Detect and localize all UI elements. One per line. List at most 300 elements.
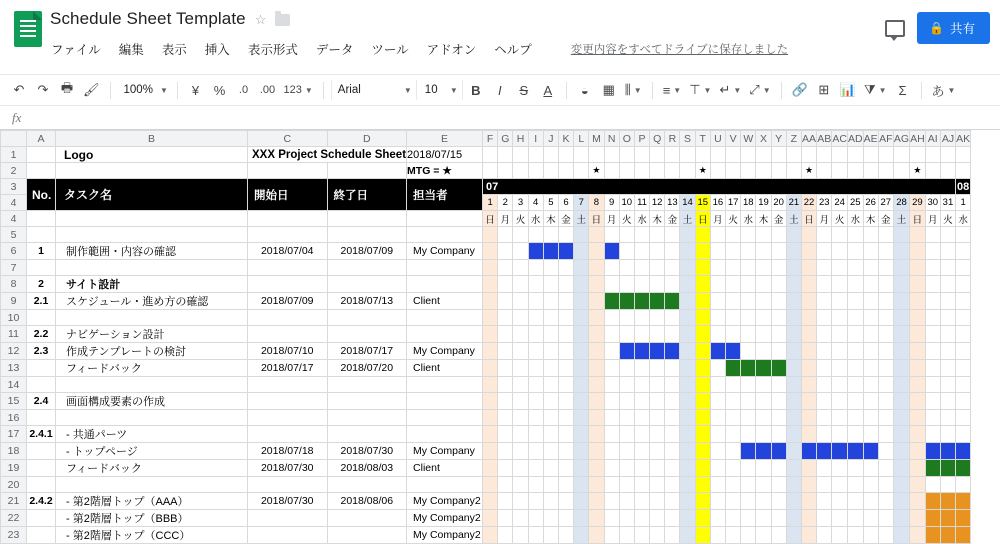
column-header-G[interactable]: G [498,131,513,147]
cell-day-7-14[interactable] [695,260,710,276]
cell-day-23-25[interactable] [863,527,878,544]
cell-day-11-24[interactable] [847,326,863,343]
gantt-bar-cell-21-31[interactable] [956,493,971,510]
table-row[interactable] [1,377,971,393]
cell-day-5-14[interactable] [695,227,710,243]
cell-end-10[interactable] [327,310,407,326]
cell-mtg-1[interactable] [498,163,513,179]
cell-day-22-13[interactable] [680,510,695,527]
cell-day-18-16[interactable] [726,443,741,460]
cell-day-13-27[interactable] [893,360,909,377]
cell-day-15-11[interactable] [650,393,665,410]
cell-day-16-7[interactable] [589,410,604,426]
cell-day-6-29[interactable] [925,243,940,260]
cell-day-17-22[interactable] [817,426,832,443]
cell-day-6-24[interactable] [847,243,863,260]
cell-weekday-23[interactable]: 火 [832,211,848,227]
cell-B4[interactable] [56,211,248,227]
cell-day-6-23[interactable] [832,243,848,260]
cell-day-17-24[interactable] [847,426,863,443]
merge-cells-icon[interactable]: ⫼ ▼ [624,82,642,97]
cell-day-12-13[interactable] [680,343,695,360]
cell-day-16-31[interactable] [956,410,971,426]
cell-day-22-1[interactable] [498,510,513,527]
cell-day-10-20[interactable] [786,310,801,326]
cell-end-13[interactable]: 2018/07/20 [327,360,407,377]
cell-task-7[interactable] [56,260,248,276]
cell-day-9[interactable]: 9 [604,195,619,211]
cell-day-19-19[interactable] [771,460,786,477]
column-header-V[interactable]: V [726,131,741,147]
cell-day-15-30[interactable] [940,393,955,410]
cell-col-task[interactable]: タスク名 [56,179,248,211]
gantt-bar-cell-18-23[interactable] [832,443,848,460]
cell-day-17-18[interactable] [756,426,771,443]
gantt-bar-cell-18-22[interactable] [817,443,832,460]
cell-day-9-25[interactable] [863,293,878,310]
gantt-bar-cell-6-3[interactable] [528,243,543,260]
cell-day-6-27[interactable] [893,243,909,260]
cell-day-9-29[interactable] [925,293,940,310]
cell-day-17-14[interactable] [695,426,710,443]
cell-day-5-13[interactable] [680,227,695,243]
cell-day-19-27[interactable] [893,460,909,477]
cell-day-15-12[interactable] [665,393,680,410]
cell-mtg-31[interactable] [956,163,971,179]
cell-task-10[interactable] [56,310,248,326]
cell-start-8[interactable] [248,276,328,293]
cell-day-17-26[interactable] [878,426,893,443]
cell-day-14-22[interactable] [817,377,832,393]
cell-day-11-29[interactable] [925,326,940,343]
cell-day-20-11[interactable] [650,477,665,493]
paint-format-icon[interactable]: 🖌 [83,82,100,97]
cell-day-10-30[interactable] [940,310,955,326]
cell-day-7-21[interactable] [801,260,816,276]
cell-day-16-19[interactable] [771,410,786,426]
cell-day-6-15[interactable] [710,243,725,260]
cell-day-5-31[interactable] [956,227,971,243]
cell-day-19-5[interactable] [558,460,573,477]
cell-day-17-3[interactable] [528,426,543,443]
cell-day-15-2[interactable] [513,393,528,410]
horizontal-align-icon[interactable]: ≡ ▼ [662,82,682,98]
cell-mtg-18[interactable] [756,163,771,179]
gantt-bar-cell-18-25[interactable] [863,443,878,460]
cell-top-28[interactable] [910,147,926,163]
cell-day-10-3[interactable] [528,310,543,326]
cell-day-18-8[interactable] [604,443,619,460]
cell-mtg-9[interactable] [619,163,634,179]
cell-day-11-27[interactable] [893,326,909,343]
cell-day-11[interactable]: 11 [634,195,649,211]
cell-day-21-12[interactable] [665,493,680,510]
cell-day-21-2[interactable] [513,493,528,510]
cell-col-end[interactable]: 終了日 [327,179,407,211]
row-header-4[interactable]: 4 [1,211,27,227]
cell-day-9-19[interactable] [771,293,786,310]
gantt-bar-cell-23-30[interactable] [940,527,955,544]
cell-day-9-22[interactable] [817,293,832,310]
cell-day-10-10[interactable] [634,310,649,326]
gantt-bar-cell-13-18[interactable] [756,360,771,377]
cell-start-17[interactable] [248,426,328,443]
cell-day-22-21[interactable] [801,510,816,527]
cell-day-11-23[interactable] [832,326,848,343]
cell-top-27[interactable] [893,147,909,163]
column-header-AD[interactable]: AD [847,132,863,145]
cell-top-31[interactable] [956,147,971,163]
cell-day-13-10[interactable] [634,360,649,377]
cell-day-8-17[interactable] [741,276,756,293]
cell-day-20-18[interactable] [756,477,771,493]
cell-C4[interactable] [248,211,328,227]
table-row[interactable] [1,393,971,410]
cell-day-10-8[interactable] [604,310,619,326]
cell-day-9-3[interactable] [528,293,543,310]
cell-day-8-3[interactable] [528,276,543,293]
cell-sheet-title[interactable]: XXX Project Schedule Sheet [248,147,407,163]
cell-day-20-3[interactable] [528,477,543,493]
cell-day-16[interactable]: 16 [710,195,725,211]
cell-day-8-23[interactable] [832,276,848,293]
cell-day-20-31[interactable] [956,477,971,493]
cell-day-15-15[interactable] [710,393,725,410]
cell-owner-16[interactable] [407,410,483,426]
cell-weekday-6[interactable]: 土 [574,211,589,227]
cell-weekday-0[interactable]: 日 [483,211,498,227]
cell-day-22-18[interactable] [756,510,771,527]
cell-day-10-23[interactable] [832,310,848,326]
cell-mtg-3[interactable] [528,163,543,179]
cell-day-9-28[interactable] [910,293,926,310]
column-header-Y[interactable]: Y [771,131,786,147]
cell-day-10-12[interactable] [665,310,680,326]
cell-day-19-14[interactable] [695,460,710,477]
cell-day-6-12[interactable] [665,243,680,260]
cell-day-5-12[interactable] [665,227,680,243]
cell-day-5-22[interactable] [817,227,832,243]
cell-day-8-4[interactable] [543,276,558,293]
cell-day-14-30[interactable] [940,377,955,393]
cell-A2[interactable] [27,163,56,179]
cell-day-15-18[interactable] [756,393,771,410]
cell-day-5-28[interactable] [910,227,926,243]
cell-owner-19[interactable]: Client [407,460,483,477]
cell-day-23-23[interactable] [832,527,848,544]
strikethrough-button[interactable]: S [519,82,529,98]
table-row[interactable] [1,147,971,163]
cell-day-14-5[interactable] [558,377,573,393]
gantt-bar-cell-18-30[interactable] [940,443,955,460]
cell-day-19-9[interactable] [619,460,634,477]
cell-weekday-30[interactable]: 火 [940,211,955,227]
gantt-bar-cell-22-29[interactable] [925,510,940,527]
cell-day-2[interactable]: 2 [498,195,513,211]
cell-day-10-21[interactable] [801,310,816,326]
cell-mtg-10[interactable] [634,163,649,179]
text-rotation-icon[interactable]: ⤢ ▼ [749,82,771,97]
cell-end-11[interactable] [327,326,407,343]
column-header-AF[interactable]: AF [879,132,893,145]
gantt-bar-cell-9-10[interactable] [634,293,649,310]
row-header-8[interactable]: 8 [1,276,27,293]
cell-day-16-1[interactable] [498,410,513,426]
cell-day-6-31[interactable] [956,243,971,260]
italic-button[interactable]: I [497,82,502,98]
cell-day-11-14[interactable] [695,326,710,343]
cell-day-22-7[interactable] [589,510,604,527]
cell-day-21-13[interactable] [680,493,695,510]
cell-mtg-30[interactable] [940,163,955,179]
table-row[interactable] [1,211,971,227]
table-row[interactable] [1,493,971,510]
cell-no-5[interactable] [27,227,56,243]
cell-day-10-7[interactable] [589,310,604,326]
cell-top-30[interactable] [940,147,955,163]
cell-day-23-3[interactable] [528,527,543,544]
cell-day-17-1[interactable] [498,426,513,443]
gantt-bar-cell-19-31[interactable] [956,460,971,477]
cell-day-23-26[interactable] [878,527,893,544]
menu-item-format[interactable]: 表示形式 [247,43,298,57]
cell-day-13-28[interactable] [910,360,926,377]
cell-D2[interactable] [327,163,407,179]
cell-col-owner[interactable]: 担当者 [407,179,483,211]
cell-owner-8[interactable] [407,276,483,293]
menu-item-file[interactable]: ファイル [51,43,101,57]
cell-day-15-19[interactable] [771,393,786,410]
cell-task-22[interactable]: - 第2階層トップ（BBB） [56,510,248,527]
cell-start-14[interactable] [248,377,328,393]
cell-day-21-16[interactable] [726,493,741,510]
cell-day-9-15[interactable] [710,293,725,310]
cell-D4[interactable] [327,211,407,227]
cell-day-20-26[interactable] [878,477,893,493]
cell-start-7[interactable] [248,260,328,276]
cell-weekday-24[interactable]: 水 [847,211,863,227]
cell-day-16-30[interactable] [940,410,955,426]
cell-day-6-25[interactable] [863,243,878,260]
cell-day-5-15[interactable] [710,227,725,243]
cell-day-12[interactable]: 12 [650,195,665,211]
cell-day-19-4[interactable] [543,460,558,477]
cell-logo[interactable]: Logo [56,147,248,163]
cell-day-12-3[interactable] [528,343,543,360]
cell-weekday-29[interactable]: 月 [925,211,940,227]
cell-mtg-0[interactable] [483,163,498,179]
cell-day-14-0[interactable] [483,377,498,393]
cell-day-15-29[interactable] [925,393,940,410]
cell-weekday-18[interactable]: 木 [756,211,771,227]
cell-day-9-0[interactable] [483,293,498,310]
cell-day-13-11[interactable] [650,360,665,377]
cell-day-23-5[interactable] [558,527,573,544]
cell-day-13-14[interactable] [695,360,710,377]
cell-day-6-26[interactable] [878,243,893,260]
cell-day-16-13[interactable] [680,410,695,426]
cell-day-8-20[interactable] [786,276,801,293]
cell-day-11-16[interactable] [726,326,741,343]
cell-no-18[interactable] [27,443,56,460]
cell-day-5-16[interactable] [726,227,741,243]
cell-day-14-20[interactable] [786,377,801,393]
cell-end-22[interactable] [327,510,407,527]
cell-day-16-8[interactable] [604,410,619,426]
cell-day-27[interactable]: 27 [878,195,893,211]
insert-comment-icon[interactable]: ⊞ [818,82,830,97]
cell-day-11-30[interactable] [940,326,955,343]
cell-day-12-8[interactable] [604,343,619,360]
cell-day-11-28[interactable] [910,326,926,343]
column-header-AH[interactable]: AH [910,132,925,145]
cell-day-9-14[interactable] [695,293,710,310]
cell-day-5-9[interactable] [619,227,634,243]
cell-day-19-12[interactable] [665,460,680,477]
cell-day-21-19[interactable] [771,493,786,510]
cell-day-22-26[interactable] [878,510,893,527]
cell-day-19-21[interactable] [801,460,816,477]
cell-day-23-24[interactable] [847,527,863,544]
cell-day-7-0[interactable] [483,260,498,276]
table-row[interactable] [1,343,971,360]
cell-day-10-6[interactable] [574,310,589,326]
formula-bar[interactable] [0,105,1000,130]
cell-top-5[interactable] [558,147,573,163]
cell-day-19-20[interactable] [786,460,801,477]
cell-day-18-3[interactable] [528,443,543,460]
column-header-L[interactable]: L [574,131,589,147]
cell-day-18-9[interactable] [619,443,634,460]
cell-day-23[interactable]: 23 [817,195,832,211]
cell-start-23[interactable] [248,527,328,544]
cell-day-9-13[interactable] [680,293,695,310]
star-outline-icon[interactable]: ☆ [254,12,267,27]
cell-day-7-16[interactable] [726,260,741,276]
cell-day-20-25[interactable] [863,477,878,493]
cell-day-9-26[interactable] [878,293,893,310]
cell-day-21-26[interactable] [878,493,893,510]
table-row[interactable] [1,510,971,527]
cell-day-17-29[interactable] [925,426,940,443]
cell-day-20-10[interactable] [634,477,649,493]
cell-day-8-29[interactable] [925,276,940,293]
cell-day-5-10[interactable] [634,227,649,243]
cell-day-5-19[interactable] [771,227,786,243]
cell-day-11-0[interactable] [483,326,498,343]
cell-day-22-3[interactable] [528,510,543,527]
cell-day-16-21[interactable] [801,410,816,426]
cell-day-13-29[interactable] [925,360,940,377]
cell-top-11[interactable] [650,147,665,163]
cell-day-7-8[interactable] [604,260,619,276]
cell-day-18-13[interactable] [680,443,695,460]
cell-day-16-17[interactable] [741,410,756,426]
cell-day-14-31[interactable] [956,377,971,393]
cell-day-5-4[interactable] [543,227,558,243]
cell-day-14-1[interactable] [498,377,513,393]
cell-day-11-3[interactable] [528,326,543,343]
cell-day-11-15[interactable] [710,326,725,343]
cell-top-13[interactable] [680,147,695,163]
cell-day-11-5[interactable] [558,326,573,343]
cell-end-7[interactable] [327,260,407,276]
cell-day-22-11[interactable] [650,510,665,527]
cell-day-6-14[interactable] [695,243,710,260]
cell-day-19-24[interactable] [847,460,863,477]
cell-C2[interactable] [248,163,328,179]
cell-weekday-1[interactable]: 月 [498,211,513,227]
cell-day-18-12[interactable] [665,443,680,460]
cell-day-10-13[interactable] [680,310,695,326]
column-header-X[interactable]: X [756,131,771,147]
cell-day-14-27[interactable] [893,377,909,393]
cell-day-12-7[interactable] [589,343,604,360]
cell-owner-17[interactable] [407,426,483,443]
cell-day-22-6[interactable] [574,510,589,527]
cell-day-12-4[interactable] [543,343,558,360]
column-header-Z[interactable]: Z [786,131,801,147]
cell-day-15-3[interactable] [528,393,543,410]
cell-day-15-9[interactable] [619,393,634,410]
cell-day-16-9[interactable] [619,410,634,426]
cell-day-14-21[interactable] [801,377,816,393]
cell-day-7-22[interactable] [817,260,832,276]
cell-top-14[interactable] [695,147,710,163]
gantt-bar-cell-13-17[interactable] [741,360,756,377]
cell-day-17-2[interactable] [513,426,528,443]
cell-day-23-11[interactable] [650,527,665,544]
cell-weekday-28[interactable]: 日 [910,211,926,227]
cell-day-8-21[interactable] [801,276,816,293]
row-header-3[interactable]: 3 [1,179,27,195]
gantt-bar-cell-23-31[interactable] [956,527,971,544]
cell-day-7-12[interactable] [665,260,680,276]
cell-mtg-16[interactable] [726,163,741,179]
cell-day-19-16[interactable] [726,460,741,477]
cell-day-23-6[interactable] [574,527,589,544]
cell-day-9-6[interactable] [574,293,589,310]
filter-icon[interactable]: ⧩ ▼ [864,82,887,97]
cell-day-11-21[interactable] [801,326,816,343]
cell-day-10-28[interactable] [910,310,926,326]
cell-day-12-21[interactable] [801,343,816,360]
cell-day-13-7[interactable] [589,360,604,377]
cell-day-17-28[interactable] [910,426,926,443]
cell-top-10[interactable] [634,147,649,163]
cell-day-5-2[interactable] [513,227,528,243]
column-header-K[interactable]: K [558,131,573,147]
cell-day-6-16[interactable] [726,243,741,260]
cell-day-10-16[interactable] [726,310,741,326]
cell-day-16-15[interactable] [710,410,725,426]
cell-day-14-13[interactable] [680,377,695,393]
row-header-17[interactable]: 17 [1,426,27,443]
cell-weekday-5[interactable]: 金 [558,211,573,227]
cell-start-10[interactable] [248,310,328,326]
cell-start-12[interactable]: 2018/07/10 [248,343,328,360]
cell-day-18-2[interactable] [513,443,528,460]
cell-day-8-14[interactable] [695,276,710,293]
row-header-16[interactable]: 16 [1,410,27,426]
gantt-bar-cell-18-19[interactable] [771,443,786,460]
cell-day-7-17[interactable] [741,260,756,276]
cell-day-13-24[interactable] [847,360,863,377]
cell-mtg-14[interactable]: ★ [695,163,710,179]
cell-start-22[interactable] [248,510,328,527]
cell-day-20[interactable]: 20 [771,195,786,211]
cell-day-7-24[interactable] [847,260,863,276]
